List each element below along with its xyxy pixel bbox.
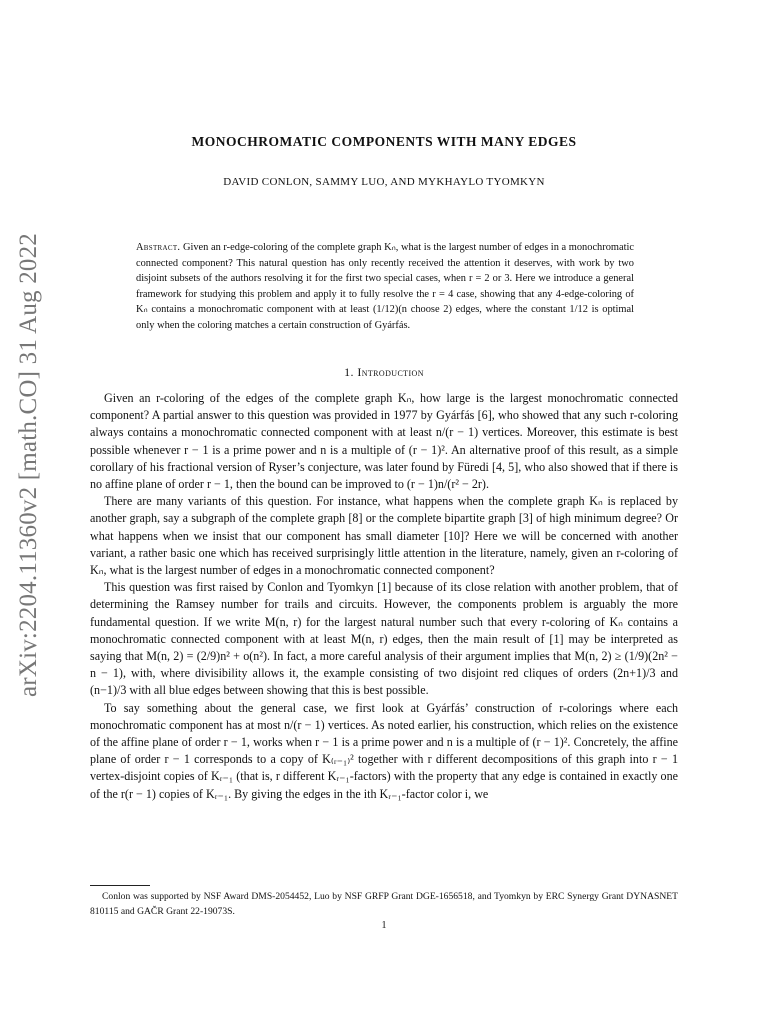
abstract-label: Abstract. (136, 242, 181, 253)
section-number: 1. (344, 365, 354, 379)
paragraph: This question was first raised by Conlon and Tyomkyn [1] because of its close relation with another problem, that of determining the Ramsey number for trails and circuits. However, the components problem is arguably the more fundamental question. If we write M(n, r) for the largest natural number such that every r-coloring of Kₙ contains a monochromatic connected component with at least M(n, r) edges, then the main result of [1] may be interpreted as saying that M(n, 2) = (2/9)n² + o(n²). In fact, a more careful analysis of their argument implies that M(n, 2) ≥ (1/9)(2n² − n − 1), with, where divisibility allows it, the example consisting of two disjoint red cliques of orders (2n+1)/3 and (n−1)/3 with all blue edges between showing that this is best possible. (90, 580, 678, 698)
paragraph: There are many variants of this question. For instance, what happens when the complete graph Kₙ is replaced by another graph, say a subgraph of the complete graph [8] or the complete bipartite graph [3] of high minimum degree? Or what happens when we insist that our component has small diameter [10]? Here we will be concerned with another variant, a rather basic one which has received surprisingly little attention in the literature, namely, given an r-coloring of Kₙ, what is the largest number of edges in a monochromatic connected component? (90, 494, 678, 578)
page-number: 1 (381, 920, 387, 931)
abstract (136, 240, 634, 333)
body-text (90, 390, 678, 803)
footnote: Conlon was supported by NSF Award DMS-2054452, Luo by NSF GRFP Grant DGE-1656518, and Tyomkyn by ERC Synergy Grant DYNASNET 810115 and GAČR Grant 22-19073S. (90, 891, 678, 917)
paper-authors: DAVID CONLON, SAMMY LUO, AND MYKHAYLO TYOMKYN (223, 176, 545, 188)
abstract-text: Given an r-edge-coloring of the complete graph Kₙ, what is the largest number of edges in a monochromatic connected component? This natural question has only recently received the attention it deserves, with work by two disjoint subsets of the authors resolving it for the first two special cases, when r = 2 or 3. Here we introduce a general framework for studying this problem and apply it to fully resolve the r = 4 case, showing that any 4-edge-coloring of Kₙ contains a monochromatic component with at least (1/12)(n choose 2) edges, where the constant 1/12 is optimal only when the coloring matches a certain construction of Gyárfás. (136, 242, 634, 331)
paper-title: MONOCHROMATIC COMPONENTS WITH MANY EDGES (191, 134, 577, 149)
paragraph: To say something about the general case, we first look at Gyárfás’ construction of r-colorings where each monochromatic component has at most n/(r − 1) vertices. As noted earlier, his construction, which relies on the existence of the affine plane of order r − 1, works when r − 1 is a prime power and n is a multiple of (r − 1)². Concretely, the affine plane of order r − 1 corresponds to a copy of K₍ᵣ₋₁₎² together with r different decompositions of this graph into r − 1 vertex-disjoint copies of Kᵣ₋₁ (that is, r different Kᵣ₋₁-factors) with the property that any edge is contained in exactly one of the r(r − 1) copies of Kᵣ₋₁. By giving the edges in the ith Kᵣ₋₁-factor color i, we (90, 700, 678, 801)
paragraph: Given an r-coloring of the edges of the complete graph Kₙ, how large is the largest monochromatic connected component? A partial answer to this question was provided in 1977 by Gyárfás [6], who showed that any such r-coloring always contains a monochromatic connected component with at least n/(r − 1) vertices. Moreover, this estimate is best possible whenever r − 1 is a prime power and n is a multiple of (r − 1)². An alternative proof of this result, as a simple corollary of his fractional version of Ryser’s conjecture, was later found by Füredi [4, 5], who also showed that if there is no affine plane of order r − 1, then the bound can be improved to (r − 1)n/(r² − 2r). (90, 391, 678, 492)
footnote-rule (90, 885, 150, 886)
arxiv-side-label: arXiv:2204.11360v2 [math.CO] 31 Aug 2022 (15, 233, 42, 697)
section-title: Introduction (357, 365, 424, 379)
section-heading (0, 365, 768, 380)
